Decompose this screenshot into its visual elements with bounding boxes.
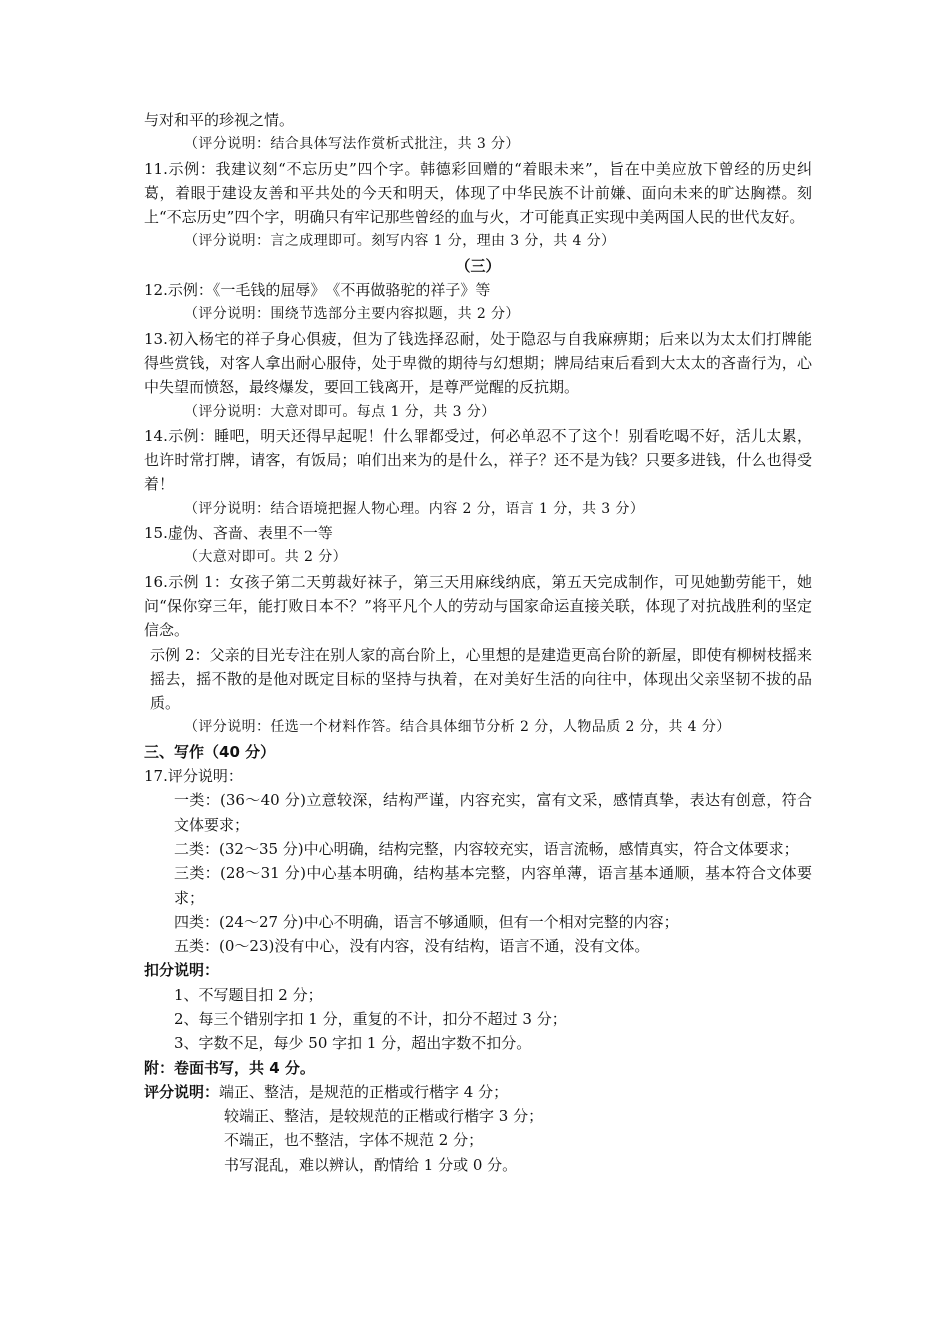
scoring-note: （大意对即可。共 2 分）: [184, 549, 348, 566]
handwriting-criterion-text: 端正、整洁，是规范的正楷或行楷字 4 分；: [219, 1082, 509, 1101]
answer-16-example-1: 16.示例 1：女孩子第二天剪裁好袜子，第三天用麻线纳底，第五天完成制作，可见她勤劳能干，她问“保你穿三年，能打败日本不？”将平凡个人的劳动与国家命运直接关联，体现了对抗战胜利的坚定信念。: [144, 572, 812, 640]
answer-15: 15.虚伪、吝啬、表里不一等: [144, 524, 333, 543]
grade-class-1: 一类：(36～40 分)立意较深，结构严谨，内容充实，富有文采，感情真挚，表达有创意，符合文体要求；: [174, 791, 812, 834]
scoring-note: （评分说明：结合具体写法作赏析式批注，共 3 分）: [184, 136, 520, 153]
deduction-heading: 扣分说明：: [144, 961, 220, 980]
handwriting-criterion-2: 较端正、整洁，是较规范的正楷或行楷字 3 分；: [224, 1107, 544, 1126]
text-line: 与对和平的珍视之情。: [144, 111, 295, 129]
grade-class-4: 四类：(24～27 分)中心不明确，语言不够通顺，但有一个相对完整的内容；: [174, 912, 679, 931]
deduction-item-2: 2、每三个错别字扣 1 分，重复的不计，扣分不超过 3 分；: [174, 1009, 567, 1028]
grade-class-3: 三类：(28～31 分)中心基本明确，结构基本完整，内容单薄，语言基本通顺，基本符合文体要求；: [174, 864, 812, 907]
answer-17-heading: 17.评分说明：: [144, 767, 243, 786]
grade-class-2: 二类：(32～35 分)中心明确，结构完整，内容较充实，语言流畅，感情真实，符合文体要求；: [174, 839, 799, 858]
answer-document: [144, 108, 812, 1177]
handwriting-criterion-4: 书写混乱，难以辨认，酌情给 1 分或 0 分。: [224, 1155, 518, 1174]
handwriting-criterion-3: 不端正，也不整洁，字体不规范 2 分；: [224, 1131, 484, 1150]
handwriting-label: 评分说明：: [144, 1082, 220, 1101]
writing-section-heading: 三、写作（40 分）: [144, 742, 276, 761]
answer-11: 11.示例：我建议刻“不忘历史”四个字。韩德彩回赠的“着眼未来”，旨在中美应放下曾经的历史纠葛，着眼于建设友善和平共处的今天和明天，体现了中华民族不计前嫌、面向未来的旷达胸襟。刻上“不忘历史”四个字，明确只有牢记那些曾经的血与火，才可能真正实现中美两国人民的世代友好。: [144, 159, 812, 227]
grade-class-5: 五类：(0～23)没有中心，没有内容，没有结构，语言不通，没有文体。: [174, 937, 650, 956]
scoring-note: （评分说明：大意对即可。每点 1 分，共 3 分）: [184, 403, 496, 420]
scoring-note: （评分说明：言之成理即可。刻写内容 1 分，理由 3 分，共 4 分）: [184, 233, 616, 250]
handwriting-criterion-1: [144, 1080, 812, 1104]
handwriting-heading: 附：卷面书写，共 4 分。: [144, 1058, 315, 1077]
section-heading: （三）: [455, 256, 501, 275]
answer-14: 14.示例：睡吧，明天还得早起呢！什么罪都受过，何必单忍不了这个！别看吃喝不好，活儿太累，也许时常打牌，请客，有饭局；咱们出来为的是什么，祥子？还不是为钱？只要多进钱，什么也得受着！: [144, 426, 812, 494]
answer-12: 12.示例：《一毛钱的屈辱》 《不再做骆驼的祥子》等: [144, 281, 491, 300]
scoring-note: （评分说明：任选一个材料作答。结合具体细节分析 2 分，人物品质 2 分，共 4 分）: [184, 719, 731, 736]
answer-16-example-2: 示例 2：父亲的目光专注在别人家的高台阶上，心里想的是建造更高台阶的新屋，即使有柳树枝摇来摇去，摇不散的是他对既定目标的坚持与执着，在对美好生活的向往中，体现出父亲坚韧不拔的品质。: [150, 645, 812, 713]
scoring-note: （评分说明：结合语境把握人物心理。内容 2 分，语言 1 分，共 3 分）: [184, 500, 645, 517]
answer-13: 13.初入杨宅的祥子身心俱疲，但为了钱选择忍耐，处于隐忍与自我麻痹期；后来以为太太们打牌能得些赏钱，对客人拿出耐心服侍，处于卑微的期待与幻想期；牌局结束后看到大太太的吝啬行为，心中失望而愤怒，最终爆发，要回工钱离开，是尊严觉醒的反抗期。: [144, 329, 812, 397]
deduction-item-1: 1、不写题目扣 2 分；: [174, 985, 323, 1004]
scoring-note: （评分说明：围绕节选部分主要内容拟题，共 2 分）: [184, 306, 520, 323]
deduction-item-3: 3、字数不足，每少 50 字扣 1 分，超出字数不扣分。: [174, 1034, 532, 1053]
